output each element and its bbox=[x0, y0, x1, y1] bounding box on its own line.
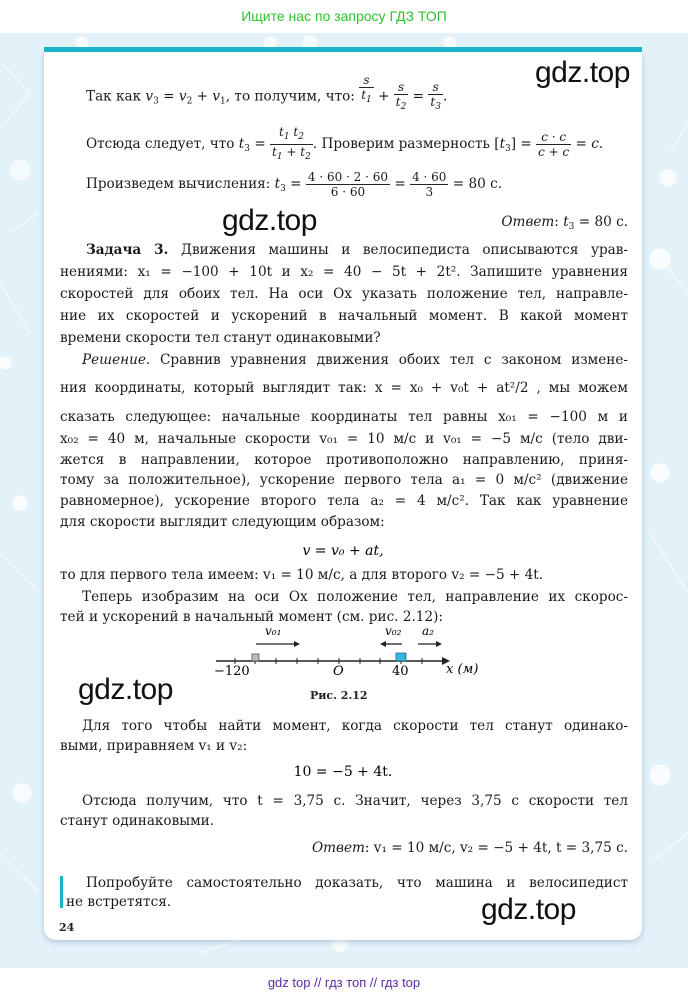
result-line-2: станут одинаковыми. bbox=[60, 813, 215, 829]
solution-line-8: для скорости выглядит следующим образом: bbox=[60, 514, 385, 530]
text: Движения машины и велосипедиста описываются урав- bbox=[168, 242, 628, 258]
solution-line-3: сказать следующее: начальные координаты тел равны x₀₁ = −100 м и bbox=[60, 409, 628, 425]
fraction: $\frac{s}{t_1}$ bbox=[361, 73, 372, 105]
v01-label: v₀₁ bbox=[265, 624, 282, 638]
fraction: $\frac{t_1 t_2}{t_1 + t_2}$ bbox=[272, 125, 311, 162]
velocity-line: то для первого тела имеем: v₁ = 10 м/с, а для второго v₂ = −5 + 4t. bbox=[60, 567, 544, 583]
watermark: gdz.top bbox=[78, 673, 173, 706]
task-line-1 bbox=[86, 242, 628, 258]
text: Произведем вычисления: bbox=[86, 176, 275, 192]
text-line-velocity-sum: Так как $v_3 = v_2 + v_1$, то получим, что: $\frac{s}{t_1}$ + $\frac{s}{t_2}$ = $\frac{s}{t_3}$ . bbox=[86, 73, 448, 112]
bottom-banner[interactable]: gdz top // гдз топ // гдз top bbox=[0, 968, 688, 1000]
eq-line-2: выми, приравняем v₁ и v₂: bbox=[60, 738, 248, 754]
answer-label: Ответ bbox=[501, 214, 555, 230]
text-line-t3-formula: Отсюда следует, что $t_3$ = $\frac{t_1 t_2}{t_1 + t_2}$ . Проверим размерность $[t_3]$ = $\frac{c \cdot c}{c + c}$ = c. bbox=[86, 125, 604, 162]
answer-value: : v₁ = 10 м/с, v₂ = −5 + 4t, t = 3,75 с. bbox=[364, 840, 628, 856]
top-banner[interactable]: Ищите нас по запросу ГДЗ ТОП bbox=[0, 0, 688, 33]
page-accent-bar bbox=[44, 47, 642, 52]
tick-label-40: 40 bbox=[392, 664, 409, 679]
answer-2 bbox=[86, 840, 628, 856]
tip-line-2: не встретятся. bbox=[66, 894, 172, 910]
page-number: 24 bbox=[59, 921, 75, 934]
fraction: $\frac{s}{t_3}$ bbox=[430, 80, 441, 112]
watermark: gdz.top bbox=[222, 204, 317, 237]
text: = 80 с. bbox=[452, 176, 503, 192]
v02-label: v₀₂ bbox=[385, 624, 402, 638]
velocity-formula: v = v₀ + at, bbox=[302, 543, 384, 559]
tip-line-1: Попробуйте самостоятельно доказать, что машина и велосипедист bbox=[86, 875, 628, 891]
tick-label-minus-120: −120 bbox=[214, 664, 250, 679]
solution-label: Решение bbox=[82, 352, 146, 368]
fig-intro-line-1: Теперь изобразим на оси Ox положение тел, направление их скорос- bbox=[82, 589, 628, 605]
text-line-calculation: Произведем вычисления: $t_3$ = $\frac{4 \cdot 60 \cdot 2 \cdot 60}{6 \cdot 60}$ = $\frac{4 \cdot 60}{3}$ = 80 с. bbox=[86, 170, 503, 199]
solution-line-7: равномерное), ускорение второго тела a₂ = 4 м/с². Так как уравнение bbox=[60, 493, 628, 509]
figure-caption: Рис. 2.12 bbox=[310, 689, 368, 702]
text: . Сравнив уравнения движения обоих тел с законом измене- bbox=[145, 352, 628, 368]
fraction: $\frac{c \cdot c}{c + c}$ bbox=[538, 130, 570, 159]
tip-accent-bar bbox=[60, 876, 63, 908]
answer-value: = 80 с. bbox=[578, 214, 628, 230]
fig-intro-line-2: тей и ускорений в начальный момент (см. рис. 2.12): bbox=[60, 609, 443, 625]
fraction: $\frac{4 \cdot 60}{3}$ bbox=[412, 170, 447, 199]
answer-label: Ответ bbox=[312, 840, 365, 856]
watermark: gdz.top bbox=[535, 56, 630, 89]
result-line-1: Отсюда получим, что t = 3,75 с. Значит, через 3,75 с скорости тел bbox=[82, 793, 628, 809]
solution-line-4: x₀₂ = 40 м, начальные скорости v₀₁ = 10 м/с и v₀₁ = −5 м/с (тело дви- bbox=[60, 431, 628, 447]
solution-line-6: тому за положительное), ускорение первого тела a₁ = 0 м/с² (движение bbox=[60, 472, 628, 488]
solution-line-1 bbox=[82, 352, 628, 368]
task-line-4: ние их скоростей и ускорений в начальный момент. В какой момент bbox=[60, 308, 628, 324]
text: Так как bbox=[86, 88, 146, 105]
figure-axis-diagram bbox=[210, 620, 480, 690]
task-label: Задача 3. bbox=[86, 242, 169, 258]
text: . Проверим размерность bbox=[312, 136, 495, 152]
task-line-5: времени скорости тел станут одинаковыми? bbox=[60, 330, 381, 346]
text: , то получим, что: bbox=[225, 88, 360, 105]
solution-line-2: ния координаты, который выглядит так: x = x₀ + v₀t + at²/2 , мы можем bbox=[60, 380, 628, 396]
fraction: $\frac{4 \cdot 60 \cdot 2 \cdot 60}{6 \cdot 60}$ bbox=[307, 170, 389, 199]
watermark: gdz.top bbox=[481, 893, 576, 926]
axis-diagram-icon bbox=[210, 620, 480, 690]
task-line-2: нениями: x₁ = −100 + 10t и x₂ = 40 − 5t + 2t². Запишите уравнения bbox=[60, 264, 628, 280]
origin-label: O bbox=[333, 664, 344, 679]
axis-label: x (м) bbox=[446, 662, 479, 677]
solution-line-5: жется в направлении, которое противоположно направлению, приня- bbox=[60, 452, 628, 468]
text: Отсюда следует, что bbox=[86, 136, 239, 152]
a2-label: a₂ bbox=[422, 624, 434, 638]
eq-line-1: Для того чтобы найти момент, когда скорости тел станут одинако- bbox=[82, 718, 628, 734]
equation: 10 = −5 + 4t. bbox=[293, 764, 393, 780]
fraction: $\frac{s}{t_2}$ bbox=[395, 80, 407, 112]
task-line-3: скоростей для обоих тел. На оси Ox указать положение тел, направле- bbox=[60, 286, 628, 302]
answer-1: Ответ: $t_3 = 80$ с. bbox=[501, 214, 628, 232]
